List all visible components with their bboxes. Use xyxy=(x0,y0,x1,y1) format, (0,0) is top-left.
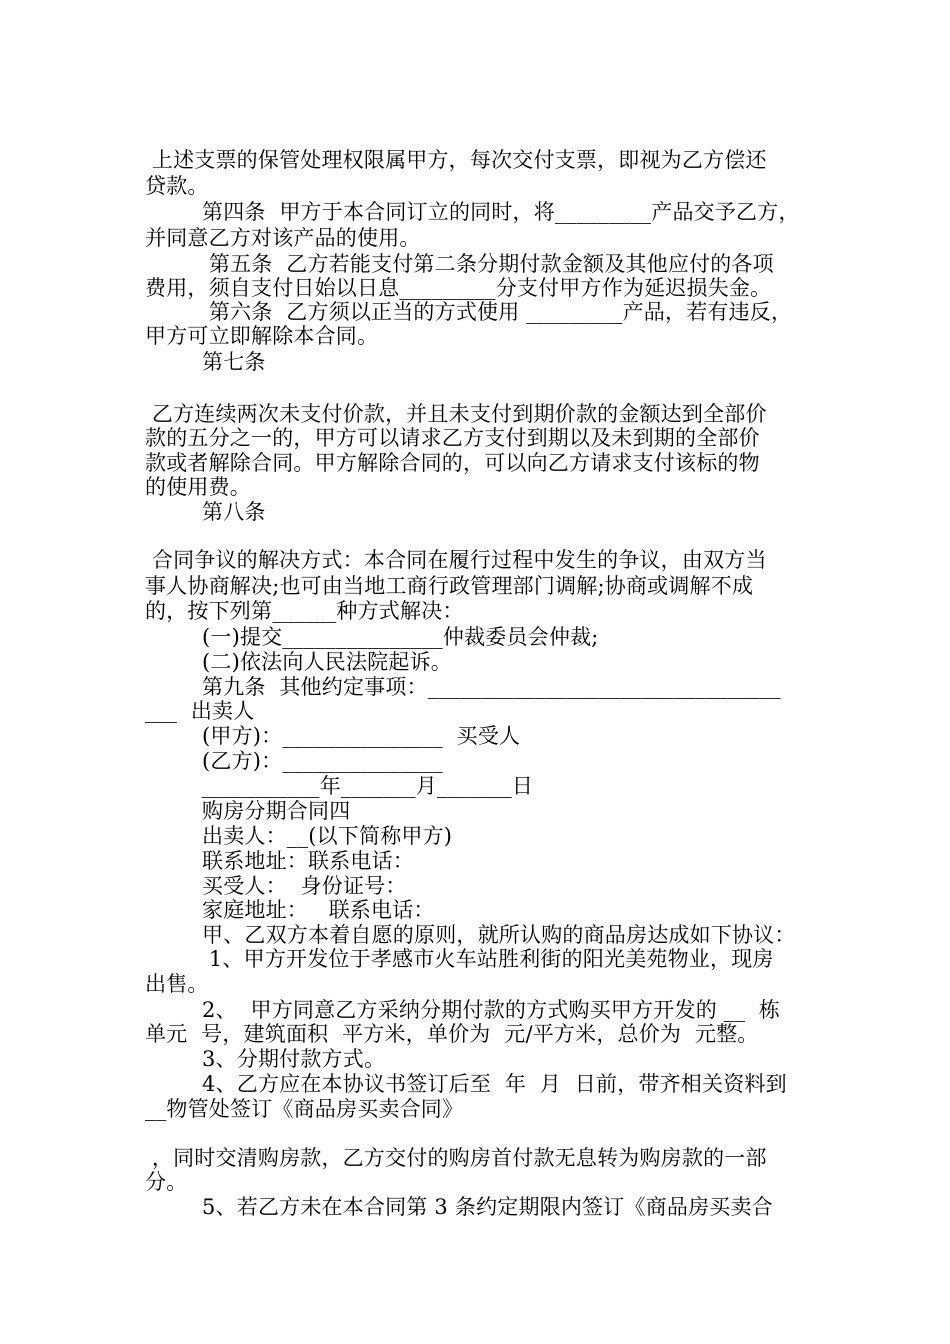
text-line: 费用，须自支付日始以日息_________分支付甲方作为延迟损失金。 xyxy=(145,276,772,300)
text-line: 贷款。 xyxy=(145,174,209,198)
text-line: 出售。 xyxy=(145,972,209,996)
date-line: ___________年_______月_______日 xyxy=(202,774,534,798)
contract-title: 购房分期合同四 xyxy=(202,799,351,823)
text-line: 买受人： 身份证号： xyxy=(202,874,407,898)
text-line: 5、若乙方未在本合同第 3 条约定期限内签订《商品房买卖合 xyxy=(202,1195,773,1219)
text-line: 乙方连续两次未支付价款，并且未支付到期价款的金额达到全部价 xyxy=(145,402,767,426)
text-line: 款的五分之一的，甲方可以请求乙方支付到期以及未到期的全部价 xyxy=(145,426,760,450)
text-line: 第六条 乙方须以正当的方式使用 _________产品，若有违反， xyxy=(202,300,793,324)
text-line: 第九条 其他约定事项：_________________________________ xyxy=(202,675,781,699)
text-line: 出卖人：__(以下简称甲方) xyxy=(202,824,453,848)
section-heading: 第七条 xyxy=(202,350,266,374)
text-line: 的使用费。 xyxy=(145,475,251,499)
text-line: 分。 xyxy=(145,1170,188,1194)
text-line: 第四条 甲方于本合同订立的同时，将_________产品交予乙方， xyxy=(202,200,800,224)
text-line: 4、乙方应在本协议书签订后至 年 月 日前，带齐相关资料到 xyxy=(202,1072,787,1096)
text-line: ___ 出卖人 xyxy=(145,699,255,723)
text-line: 并同意乙方对该产品的使用。 xyxy=(145,226,421,250)
text-line: (一)提交_______________仲裁委员会仲裁; xyxy=(202,625,599,649)
text-line: ，同时交清购房款，乙方交付的购房首付款无息转为购房款的一部 xyxy=(145,1146,767,1170)
text-line: 合同争议的解决方式：本合同在履行过程中发生的争议，由双方当 xyxy=(145,548,767,572)
text-line: 甲、乙双方本着自愿的原则，就所认购的商品房达成如下协议： xyxy=(202,923,796,947)
text-line: 2、 甲方同意乙方采纳分期付款的方式购买甲方开发的 __ 栋 xyxy=(202,998,781,1022)
text-line: 第五条 乙方若能支付第二条分期付款金额及其他应付的各项 xyxy=(202,252,774,276)
text-line: 上述支票的保管处理权限属甲方，每次交付支票，即视为乙方偿还 xyxy=(145,148,767,172)
text-line: 甲方可立即解除本合同。 xyxy=(145,324,379,348)
text-line: 单元 号，建筑面积 平方米，单价为 元/平方米，总价为 元整。 xyxy=(145,1022,759,1046)
text-line: 联系地址：联系电话： xyxy=(202,849,414,873)
section-heading: 第八条 xyxy=(202,500,266,524)
text-line: 的，按下列第______种方式解决： xyxy=(145,599,464,623)
text-line: 1、甲方开发位于孝感市火车站胜利街的阳光美苑物业，现房 xyxy=(202,947,774,971)
text-line: (二)依法向人民法院起诉。 xyxy=(202,650,452,674)
text-line: __物管处签订《商品房买卖合同》 xyxy=(145,1097,464,1121)
text-line: 事人协商解决;也可由当地工商行政管理部门调解;协商或调解不成 xyxy=(145,574,754,598)
text-line: (乙方)：_______________ xyxy=(202,749,443,773)
text-line: (甲方)：_______________ 买受人 xyxy=(202,724,521,748)
text-line: 3、分期付款方式。 xyxy=(202,1047,386,1071)
text-line: 家庭地址： 联系电话： xyxy=(202,898,435,922)
text-line: 款或者解除合同。甲方解除合同的，可以向乙方请求支付该标的物 xyxy=(145,451,760,475)
